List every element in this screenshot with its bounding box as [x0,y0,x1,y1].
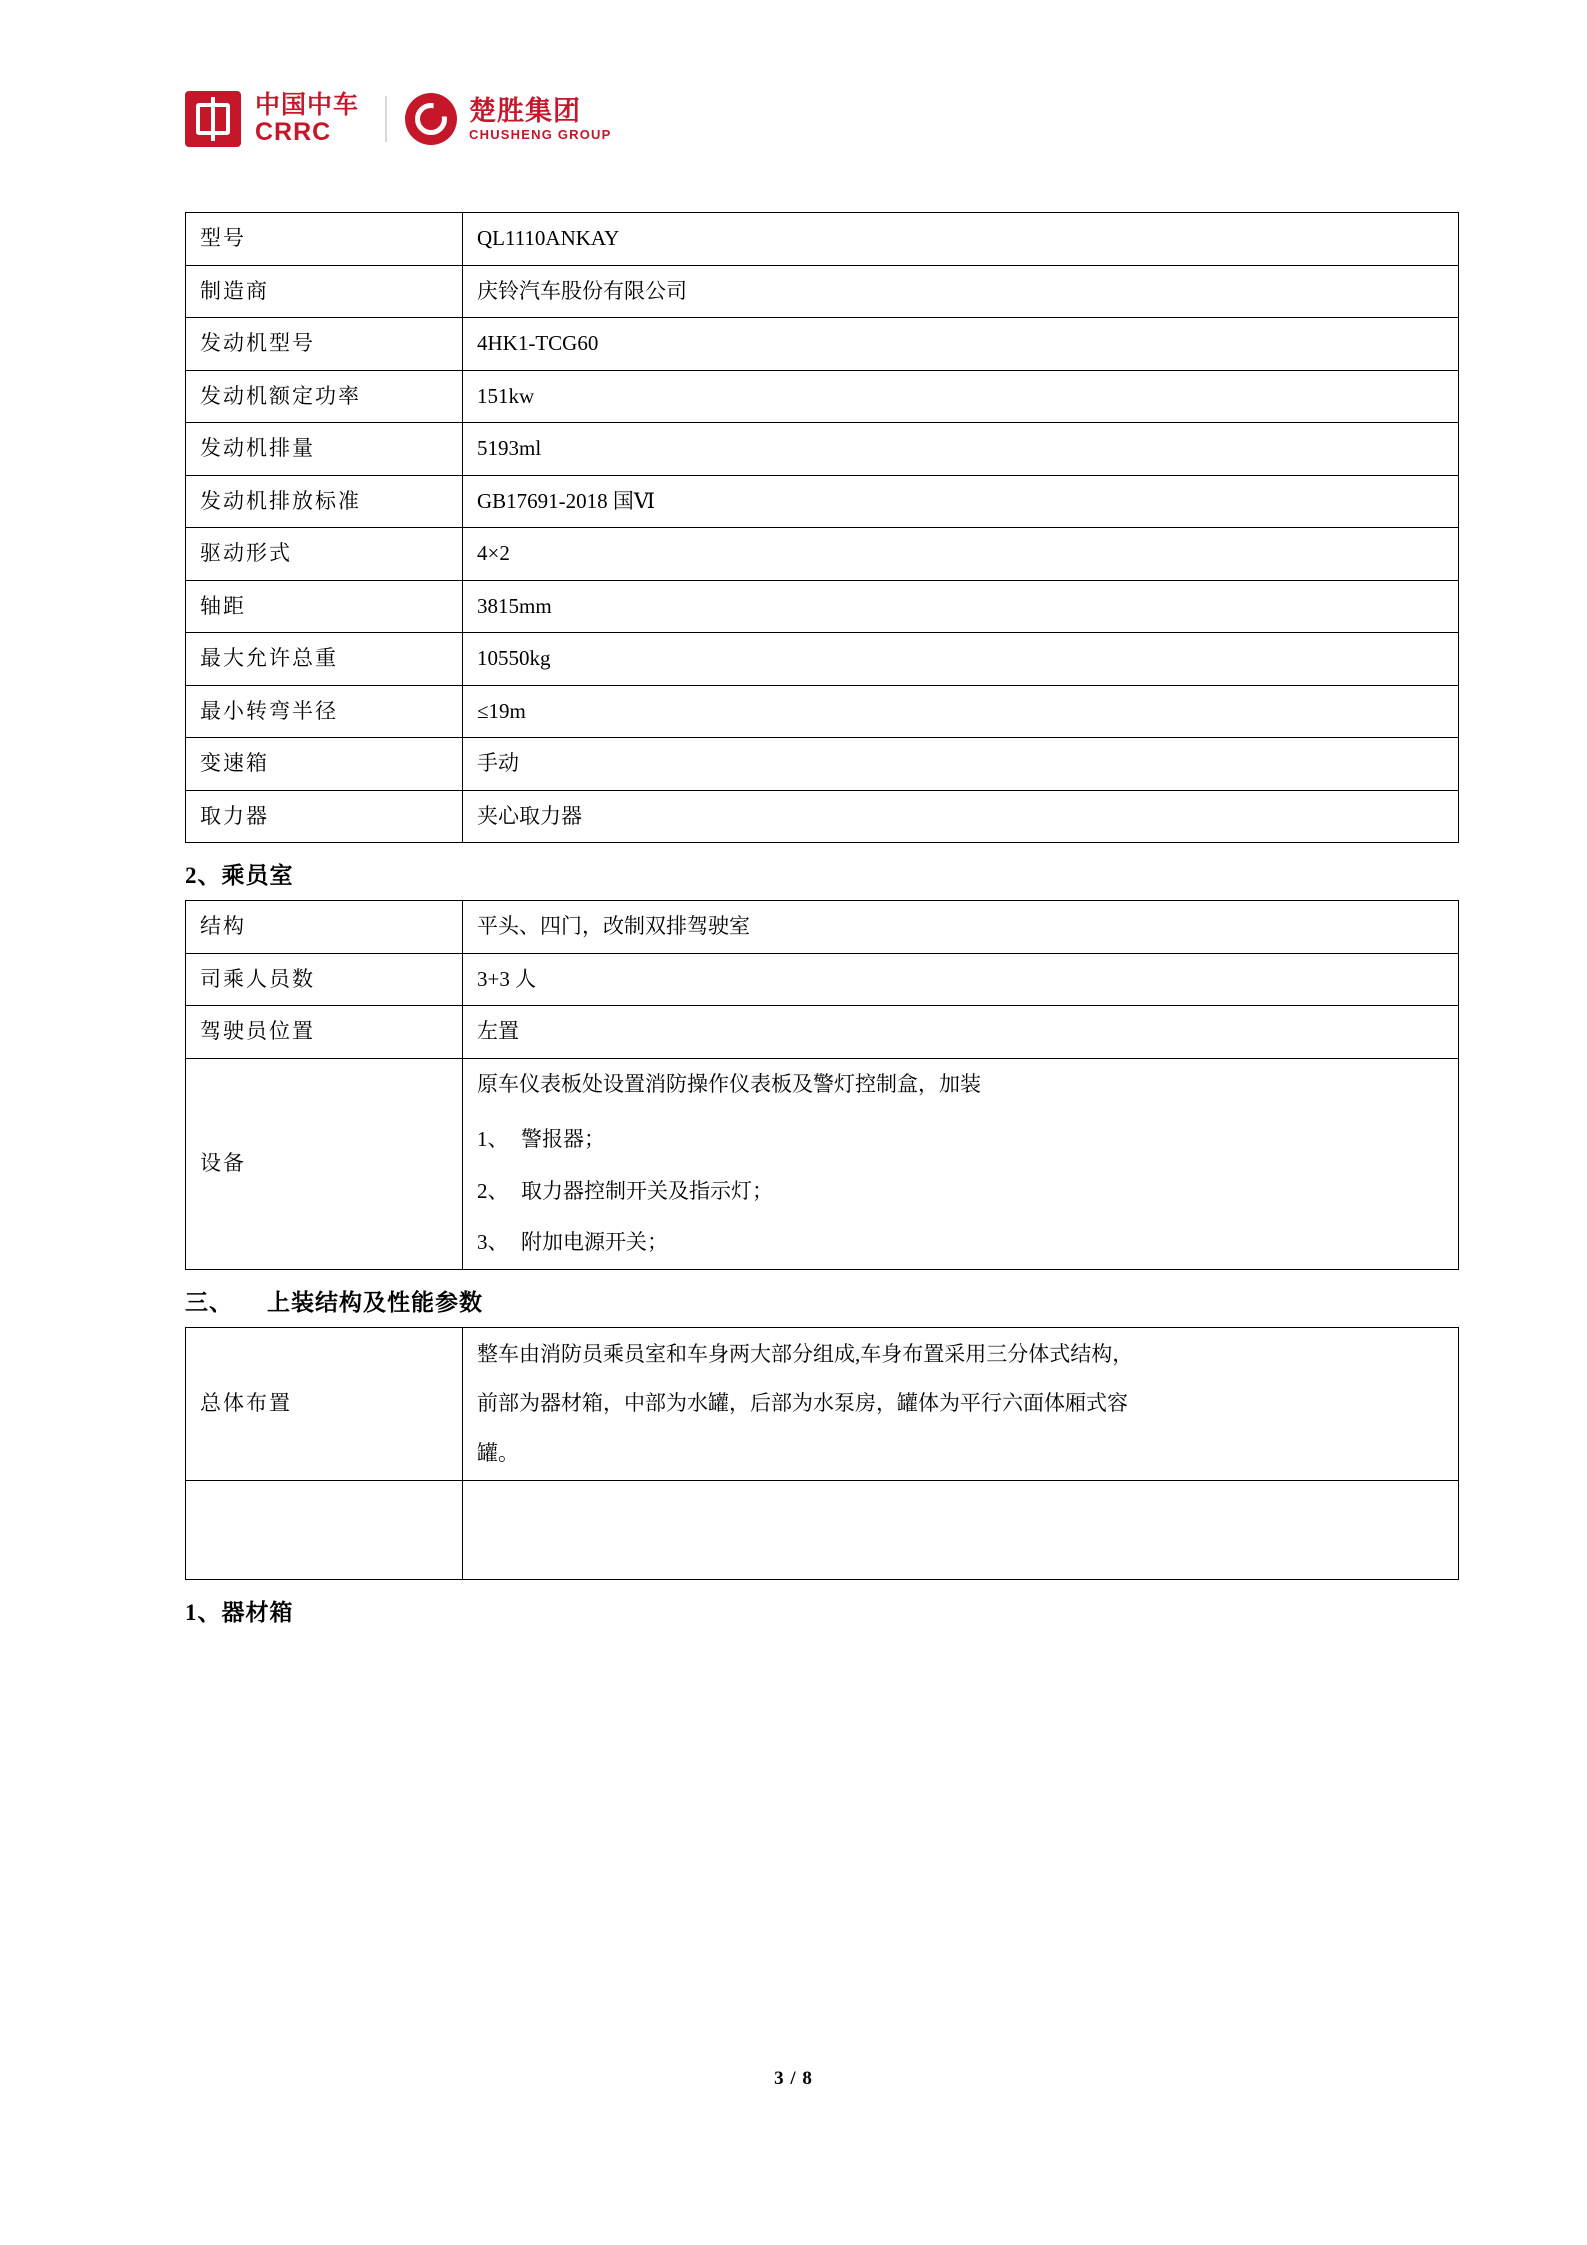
table-row [186,685,1459,738]
spec-key: 最小转弯半径 [186,685,463,738]
header-logos [185,88,612,150]
table-row [186,528,1459,581]
spec-key: 驾驶员位置 [186,1006,463,1059]
table-row [186,265,1459,318]
table-row [186,580,1459,633]
body-section-heading [185,1284,1400,1317]
document-content [185,212,1400,1637]
spec-key: 轴距 [186,580,463,633]
table-row [186,1006,1459,1059]
chusheng-chinese-name: 楚胜集团 [469,95,582,126]
spec-key: 司乘人员数 [186,953,463,1006]
logo-divider [385,96,387,142]
layout-line: 前部为器材箱，中部为水罐，后部为水泵房，罐体为平行六面体厢式容 [477,1391,1128,1416]
layout-line: 罐。 [477,1440,519,1465]
spec-value: 4HK1-TCG60 [463,318,1459,371]
table-row-equipment [186,1058,1459,1269]
table-row [186,318,1459,371]
spec-key: 发动机排量 [186,423,463,476]
table-row [186,790,1459,843]
layout-value [463,1327,1459,1481]
table-row [186,633,1459,686]
layout-line: 整车由消防员乘员室和车身两大部分组成,车身布置采用三分体式结构， [477,1341,1134,1366]
spec-value: QL1110ANKAY [463,213,1459,266]
equipment-item [477,1176,1444,1208]
crrc-wordmark [255,92,359,147]
crrc-english-name: CRRC [255,118,332,146]
equipment-intro: 原车仪表板处设置消防操作仪表板及警灯控制盒，加装 [477,1071,981,1096]
body-section-text: 上装结构及性能参数 [267,1289,483,1315]
spec-value: 手动 [463,738,1459,791]
spec-value: 3815mm [463,580,1459,633]
equipment-item-number: 1、 [477,1127,509,1151]
table-row [186,1327,1459,1481]
spec-key: 结构 [186,901,463,954]
table-row-blank [186,1481,1459,1580]
spec-value: 5193ml [463,423,1459,476]
crrc-chinese-name: 中国中车 [255,90,360,119]
spec-value: 左置 [463,1006,1459,1059]
equipment-item-text: 附加电源开关； [521,1230,668,1254]
table-row [186,901,1459,954]
spec-key: 制造商 [186,265,463,318]
page-number: 3 / 8 [774,2068,813,2089]
table-row [186,370,1459,423]
equipment-item [477,1227,1444,1259]
spec-key: 发动机排放标准 [186,475,463,528]
spec-key: 发动机额定功率 [186,370,463,423]
spec-value: 4×2 [463,528,1459,581]
spec-value: 3+3 人 [463,953,1459,1006]
chusheng-logo-icon [405,93,457,145]
page-footer [0,2068,1587,2090]
spec-key: 驱动形式 [186,528,463,581]
spec-value: 庆铃汽车股份有限公司 [463,265,1459,318]
equipment-item-text: 警报器； [521,1127,605,1151]
table-row [186,423,1459,476]
cabin-spec-table [185,900,1459,1270]
chassis-spec-table [185,212,1459,843]
layout-key: 总体布置 [186,1327,463,1481]
spec-value: 夹心取力器 [463,790,1459,843]
table-row [186,475,1459,528]
spec-key: 变速箱 [186,738,463,791]
spec-key: 最大允许总重 [186,633,463,686]
equipment-key: 设备 [186,1058,463,1269]
spec-value: ≤19m [463,685,1459,738]
equipment-item-text: 取力器控制开关及指示灯； [521,1178,773,1203]
table-row [186,953,1459,1006]
spec-key: 型号 [186,213,463,266]
spec-value: 151kw [463,370,1459,423]
equipment-value [463,1058,1459,1269]
body-section-number: 三、 [185,1289,233,1315]
table-row [186,738,1459,791]
blank-key-cell [186,1481,463,1580]
table-row [186,213,1459,266]
cabin-section-heading: 2、乘员室 [185,863,294,888]
chusheng-wordmark [469,96,611,143]
spec-value: GB17691-2018 国Ⅵ [463,475,1459,528]
spec-key: 取力器 [186,790,463,843]
blank-value-cell [463,1481,1459,1580]
body-layout-table [185,1327,1459,1581]
equipment-item [477,1124,1444,1156]
equipment-item-number: 3、 [477,1230,509,1254]
spec-value: 平头、四门，改制双排驾驶室 [463,901,1459,954]
chusheng-english-name: CHUSHENG GROUP [469,126,612,142]
spec-key: 发动机型号 [186,318,463,371]
spec-value: 10550kg [463,633,1459,686]
crrc-logo-icon [185,91,241,147]
equipment-item-number: 2、 [477,1178,509,1203]
equipment-box-heading: 1、器材箱 [185,1600,294,1626]
